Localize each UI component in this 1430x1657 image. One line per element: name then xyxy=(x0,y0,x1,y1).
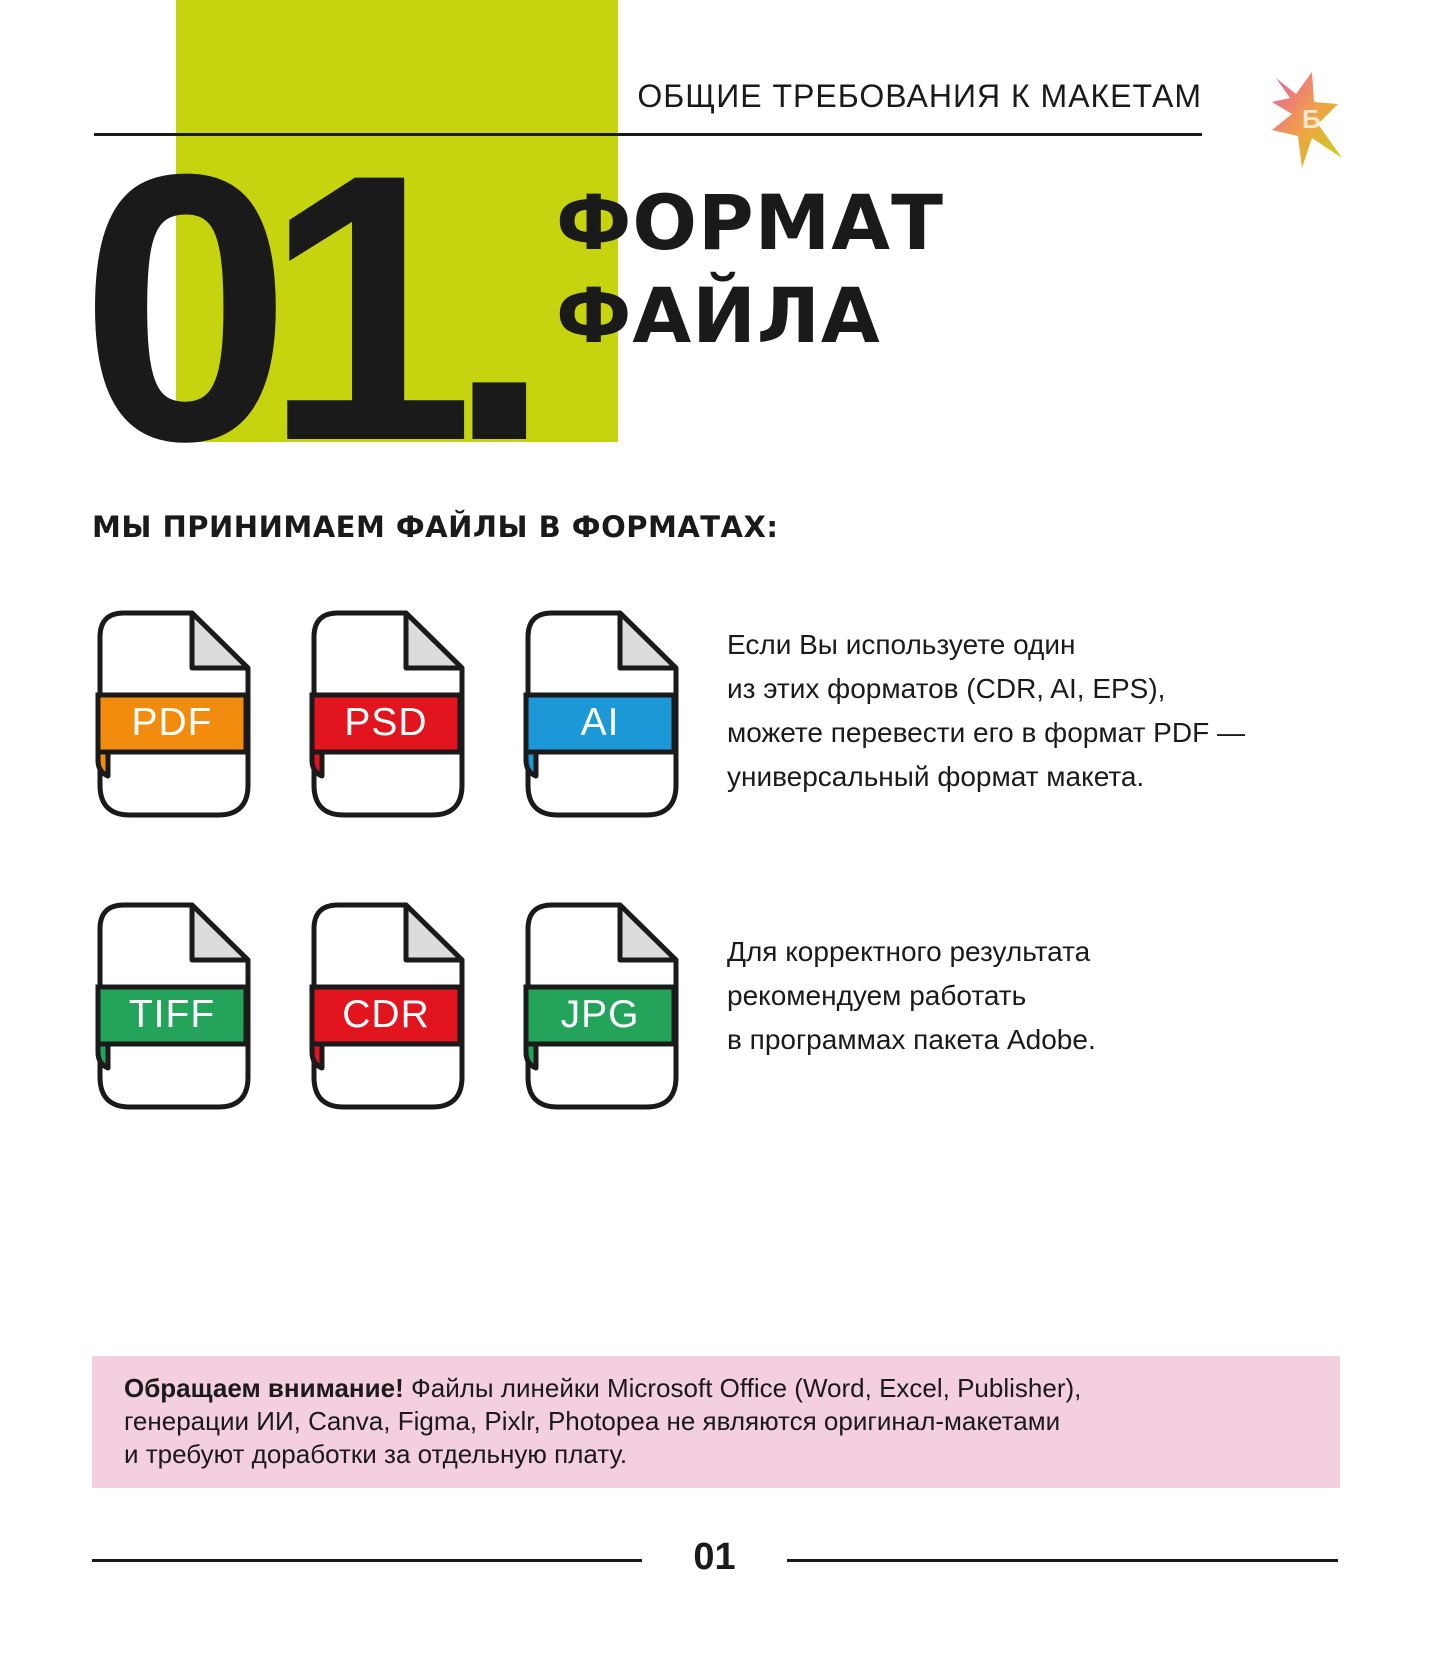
file-format-label: JPG xyxy=(560,992,640,1036)
section-title-line1: ФОРМАТ xyxy=(556,178,944,267)
file-icon-pdf xyxy=(88,610,258,820)
file-icon-cdr xyxy=(302,902,472,1112)
notice-line2: генерации ИИ, Canva, Figma, Pixlr, Photopea не являются оригинал-макетами xyxy=(124,1406,1061,1436)
logo-icon xyxy=(1272,72,1342,168)
file-format-label: PDF xyxy=(131,700,213,744)
description-line: из этих форматов (CDR, AI, EPS), xyxy=(727,673,1166,704)
file-format-label: PSD xyxy=(344,700,428,744)
description-1 xyxy=(727,623,1407,799)
description-line: можете перевести его в формат PDF — xyxy=(727,717,1245,748)
section-title-line2: ФАЙЛА xyxy=(556,271,881,360)
description-line: в программах пакета Adobe. xyxy=(727,1024,1096,1055)
section-number: 01. xyxy=(80,95,525,520)
header-title: ОБЩИЕ ТРЕБОВАНИЯ К МАКЕТАМ xyxy=(637,78,1202,114)
file-icon-psd xyxy=(302,610,472,820)
file-icon-tiff xyxy=(88,902,258,1112)
svg-text:Б: Б xyxy=(1302,104,1321,134)
description-2 xyxy=(727,930,1407,1062)
file-icon-jpg xyxy=(516,902,686,1112)
notice-line1: Файлы линейки Microsoft Office (Word, Excel, Publisher), xyxy=(403,1373,1082,1403)
file-format-label: CDR xyxy=(342,992,430,1036)
footer-rule-right xyxy=(787,1559,1338,1562)
notice-bold: Обращаем внимание! xyxy=(124,1373,404,1403)
page-number: 01 xyxy=(693,1536,736,1578)
description-line: рекомендуем работать xyxy=(727,980,1027,1011)
description-line: Если Вы используете один xyxy=(727,629,1076,660)
description-line: Для корректного результата xyxy=(727,936,1091,967)
notice-line3: и требуют доработки за отдельную плату. xyxy=(124,1439,628,1469)
file-icon-ai xyxy=(516,610,686,820)
file-format-label: AI xyxy=(580,700,620,744)
notice-box xyxy=(92,1356,1340,1488)
formats-subheading: МЫ ПРИНИМАЕМ ФАЙЛЫ В ФОРМАТАХ: xyxy=(92,510,779,544)
description-line: универсальный формат макета. xyxy=(727,761,1145,792)
footer-rule-left xyxy=(92,1559,642,1562)
file-format-label: TIFF xyxy=(128,992,216,1036)
